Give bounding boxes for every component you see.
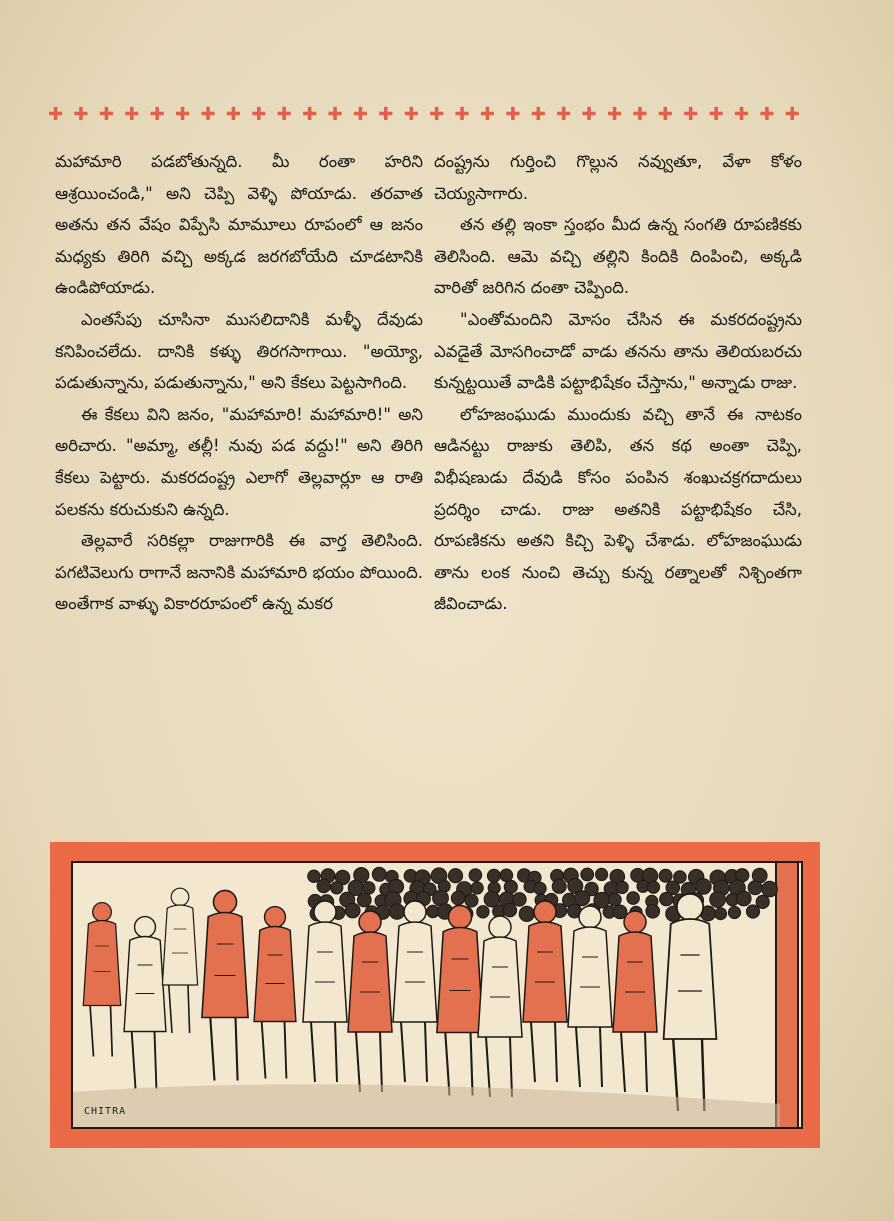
border-ornament-icon: ✚ (454, 104, 470, 125)
crowd-head (660, 892, 673, 905)
crowd-head (710, 892, 726, 908)
crowd-head (317, 879, 330, 892)
paragraph: తెల్లవారే సరికల్లా రాజుగారికి ఈ వార్త తెలిసింది. పగటివెలుగు రాగానే జనానికి మహామారి భయం పోయింది. అంతేగాక వాళ్ళు వికారరూపంలో ఉన్న మకర (55, 531, 423, 614)
crowd-head (503, 904, 516, 917)
border-ornament-icon: ✚ (200, 104, 216, 125)
crowd-head (746, 905, 759, 918)
border-ornament-icon: ✚ (48, 104, 64, 125)
border-ornament-icon: ✚ (327, 104, 343, 125)
border-ornament-icon: ✚ (124, 104, 140, 125)
paragraph: ఎంతసేపు చూసినా ముసలిదానికి మళ్ళీ దేవుడు కనిపించలేదు. దానికి కళ్ళు తిరగసాగాయి. "అయ్యో, పడుతున్నాను, పడుతున్నాను," అని కేకలు పెట్టసాగింది. (55, 309, 423, 393)
left-text-column (55, 146, 423, 620)
paragraph: "ఎంతోమందిని మోసం చేసిన ఈ మకరదంష్ట్రను ఎవడైతే మోసగించాడో వాడు తనను తాను తెలియబరచు కున్నట్టయితే వాడికి పట్టాభిషేకం చేస్తాను," అన్నాడు రాజు. (434, 309, 802, 393)
paragraph: తన తల్లి ఇంకా స్తంభం మీద ఉన్న సంగతి రూపణికకు తెలిసింది. ఆమె వచ్చి తల్లిని కిందికి దింపించి, అక్కడి వారితో జరిగిన దంతా చెప్పింది. (434, 215, 802, 298)
border-ornament-icon: ✚ (530, 104, 546, 125)
border-ornament-icon: ✚ (632, 104, 648, 125)
border-ornament-icon: ✚ (352, 104, 368, 125)
border-ornament-icon: ✚ (175, 104, 191, 125)
crowd-head (608, 893, 621, 906)
border-ornament-icon: ✚ (225, 104, 241, 125)
crowd-head (448, 869, 462, 883)
border-ornament-icon: ✚ (149, 104, 165, 125)
crowd-head (357, 893, 371, 907)
crowd-head (362, 882, 375, 895)
crowd-head (647, 881, 659, 893)
paragraph: ఈ కేకలు విని జనం, "మహామారి! మహామారి!" అని అరిచారు. "అమ్మా, తల్లీ! నువు పడ వద్దు!" అని తిరిగి కేకలు పెట్టారు. మకరదంష్ట్ర ఎలాగో తెల్లవార్లూ ఆ రాతి పలకను కరుచుకుని ఉన్నది. (55, 404, 423, 519)
border-ornament-icon: ✚ (733, 104, 750, 125)
crowd-head (389, 904, 404, 919)
crowd-head (345, 903, 360, 918)
crowd-head (477, 906, 489, 918)
crowd-head (756, 895, 769, 908)
border-ornament-icon: ✚ (479, 104, 495, 125)
crowd-head (736, 891, 751, 906)
crowd-head (519, 906, 534, 921)
border-ornament-icon: ✚ (759, 104, 775, 125)
crowd-head (762, 881, 778, 897)
crowd-head (500, 869, 513, 882)
crowd-scene-drawing (50, 842, 820, 1148)
crowd-head (659, 869, 672, 882)
border-ornament-icon: ✚ (276, 104, 292, 125)
right-text-column (434, 146, 802, 620)
border-ornament-icon: ✚ (378, 104, 394, 125)
crowd-head (715, 908, 727, 920)
border-ornament-icon: ✚ (683, 104, 699, 125)
crowd-head (581, 868, 594, 881)
artist-signature: CHITRA (84, 1106, 127, 1117)
crowd-head (575, 891, 590, 906)
border-ornament-icon: ✚ (657, 104, 673, 125)
paragraph: మహామారి పడబోతున్నది. మీ రంతా హరిని ఆశ్రయించండి," అని చెప్పి వెళ్ళి పోయాడు. తరవాత అతను తన వేషం విప్పేసి మామూలు రూపంలో ఆ జనం మధ్యకు తిరిగి వచ్చి అక్కడ జరగబోయేది చూడటానికి ఉండిపోయాడు. (55, 152, 423, 298)
crowd-head (451, 891, 465, 905)
crowd-head (596, 868, 608, 880)
border-ornament-icon: ✚ (429, 104, 445, 125)
border-ornament-icon: ✚ (708, 104, 724, 125)
crowd-head (372, 867, 386, 881)
decorative-border (48, 102, 800, 128)
border-ornament-icon: ✚ (98, 104, 114, 125)
crowd-head (487, 869, 500, 882)
paragraph: లోహజంఘుడు ముందుకు వచ్చి తానే ఈ నాటకం ఆడినట్టు రాజుకు తెలిపి, తన కథ అంతా చెప్పి, విభీషణుడు దేవుడి కోసం పంపిన శంఖుచక్రగదాదులు ప్రదర్శిం చాడు. రాజు అతనికి పట్టాభిషేకం చేసి, రూపణికను అతని కిచ్చి పెళ్ళి చేశాడు. లోహజంఘుడు తాను లంక నుంచి తెచ్చు కున్న రత్నాలతో నిశ్చింతగా జీవించాడు. (434, 404, 802, 614)
border-ornament-icon: ✚ (606, 104, 623, 125)
crowd-head (471, 882, 483, 894)
crowd-head (616, 881, 628, 893)
border-ornament-icon: ✚ (784, 104, 800, 125)
crowd-head (646, 904, 660, 918)
pillar (776, 862, 798, 1128)
border-ornament-icon: ✚ (73, 104, 89, 125)
border-ornament-icon: ✚ (505, 104, 521, 125)
crowd-head (513, 893, 527, 907)
crowd-head (748, 881, 762, 895)
crowd-head (534, 882, 546, 894)
border-ornament-icon: ✚ (556, 104, 572, 125)
crowd-head (331, 882, 343, 894)
crowd-head (552, 879, 566, 893)
crowd-head (728, 906, 740, 918)
story-illustration (50, 842, 820, 1148)
border-ornament-icon: ✚ (302, 104, 318, 125)
border-ornament-icon: ✚ (251, 104, 267, 125)
paragraph: దంష్ట్రను గుర్తించి గొల్లున నవ్వుతూ, వేళా కోళం చెయ్యసాగారు. (434, 152, 802, 203)
crowd-head (469, 869, 482, 882)
crowd-head (308, 870, 320, 882)
crowd-head (465, 894, 478, 907)
border-ornament-icon: ✚ (403, 104, 419, 125)
crowd-head (696, 879, 712, 895)
crowd-head (627, 892, 640, 905)
border-ornament-icon: ✚ (581, 104, 597, 125)
